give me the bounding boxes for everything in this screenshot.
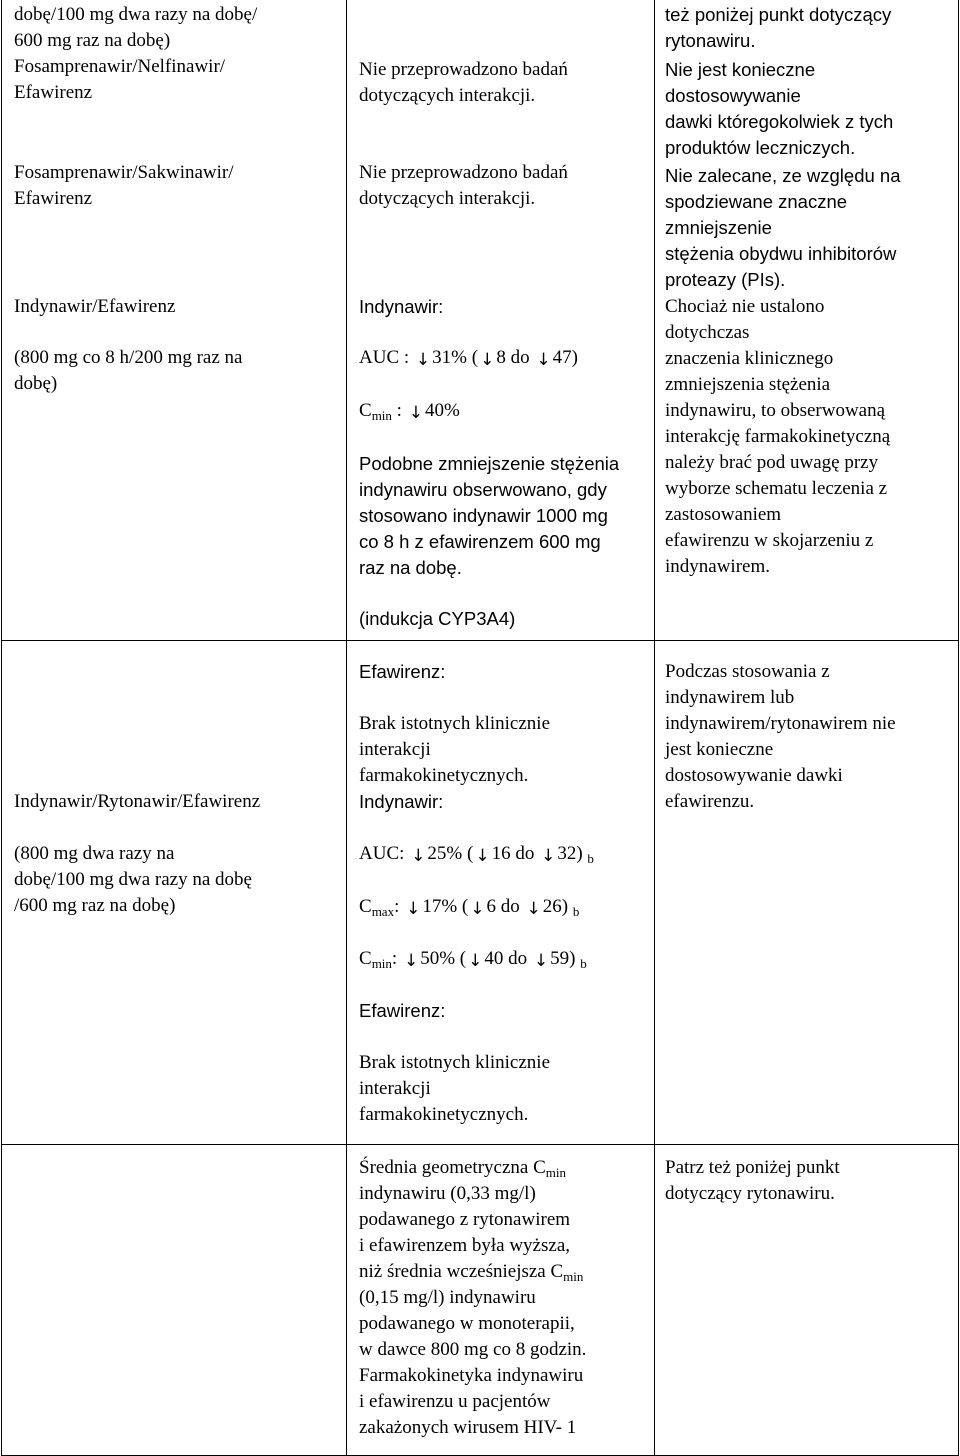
cmax-value: 17% ( (422, 896, 469, 917)
effect-text (359, 1155, 650, 1181)
combination-name: Indynawir/Rytonawir/Efawirenz (14, 791, 261, 812)
recommendation-text: zmniejszenia stężenia (665, 374, 831, 395)
table-row (2, 1145, 959, 1456)
effect-text: Nie przeprowadzono badań (359, 59, 568, 80)
table-row (2, 641, 959, 1145)
recommendation-text: indynawirem lub (665, 687, 795, 708)
effect-text: co 8 h z efawirenzem 600 mg (359, 531, 601, 552)
recommendation-text: efawirenzu w skojarzeniu z (665, 530, 874, 551)
recommendation-text: dotyczący rytonawiru. (665, 1183, 835, 1204)
combination-dose: /600 mg raz na dobę) (14, 895, 176, 916)
effect-text: indynawiru (0,33 mg/l) (359, 1183, 536, 1204)
cmax-label: C (359, 896, 372, 917)
recommendation-text: wyborze schematu leczenia z (665, 478, 888, 499)
auc-range-high: 32) (557, 843, 583, 864)
effect-text: zakażonych wirusem HIV- 1 (359, 1417, 577, 1438)
arrow-down-icon: ↓ (526, 899, 541, 919)
effect-text: stosowano indynawir 1000 mg (359, 505, 608, 526)
dose-continuation: dobę/100 mg dwa razy na dobę/ (14, 4, 258, 25)
auc-value: 25% ( (427, 843, 474, 864)
combination-name: Fosamprenawir/Nelfinawir/ (14, 56, 226, 77)
footnote-marker: b (587, 851, 594, 866)
effect-text: i efawirenzu u pacjentów (359, 1391, 551, 1412)
effect-text: indynawiru obserwowano, gdy (359, 479, 607, 500)
effect-text: farmakokinetycznych. (359, 1104, 529, 1125)
cmin-line (359, 946, 650, 974)
arrow-down-icon: ↓ (415, 350, 431, 370)
arrow-down-icon: ↓ (480, 350, 495, 370)
effect-text: podawanego w monoterapii, (359, 1313, 575, 1334)
effect-text: podawanego z rytonawirem (359, 1209, 571, 1230)
recommendation-text: dotychczas (665, 322, 750, 343)
recommendation-text: efawirenzu. (665, 791, 755, 812)
arrow-down-icon: ↓ (403, 951, 419, 971)
arrow-down-icon: ↓ (536, 350, 551, 370)
effect-text: dotyczących interakcji. (359, 188, 536, 209)
recommendation-text: indynawirem. (665, 556, 771, 577)
cmin-label: C (359, 400, 372, 421)
arrow-down-icon: ↓ (475, 846, 490, 866)
effect-text-part: niż średnia wcześniejsza C (359, 1261, 564, 1282)
recommendation-text: znaczenia klinicznego (665, 348, 834, 369)
auc-range-high: 47) (552, 347, 578, 368)
recommendation-text: stężenia obydwu inhibitorów (665, 243, 897, 264)
cmin-colon: : (391, 948, 398, 969)
drug-combination-cell (2, 641, 347, 1145)
recommendation-text: też poniżej punkt dotyczący (665, 4, 892, 25)
drug-heading: Indynawir: (359, 296, 444, 317)
cmin-line: $C_{min}$ : ↓ 40% (359, 398, 650, 426)
cmax-range-high: 26) (542, 896, 569, 917)
recommendation-text: zmniejszenie (665, 217, 772, 238)
effect-text: raz na dobę. (359, 557, 462, 578)
cmin-range-high: 59) (550, 948, 576, 969)
table-row (2, 0, 959, 641)
effect-text: interakcji (359, 739, 431, 760)
recommendation-text: indynawirem/rytonawirem nie (665, 713, 896, 734)
arrow-down-icon: ↓ (406, 899, 421, 919)
effect-text-part: Średnia geometryczna C (359, 1157, 546, 1178)
combination-dose: dobę) (14, 373, 58, 394)
effect-text: Nie przeprowadzono badań (359, 162, 568, 183)
arrow-down-icon: ↓ (533, 951, 549, 971)
arrow-down-icon: ↓ (541, 846, 556, 866)
combination-name: Indynawir/Efawirenz (14, 296, 176, 317)
recommendation-text: Podczas stosowania z (665, 661, 830, 682)
arrow-down-icon: ↓ (408, 403, 423, 423)
effect-text: farmakokinetycznych. (359, 765, 529, 786)
drug-heading: Efawirenz: (359, 661, 446, 682)
combination-dose: (800 mg co 8 h/200 mg raz na (14, 347, 243, 368)
effect-cell (347, 641, 655, 1145)
effect-text: i efawirenzem była wyższa, (359, 1235, 571, 1256)
auc-range-low: 8 do (496, 347, 530, 368)
drug-heading: Indynawir: (359, 791, 444, 812)
arrow-down-icon: ↓ (411, 846, 426, 866)
recommendation-text: rytonawiru. (665, 30, 756, 51)
recommendation-text: spodziewane znaczne (665, 191, 848, 212)
recommendation-cell (655, 1145, 959, 1456)
cmin-subscript: min (371, 956, 392, 971)
combination-dose: dobę/100 mg dwa razy na dobę (14, 869, 252, 890)
auc-line (359, 345, 650, 373)
cmax-colon: : (394, 896, 400, 917)
cmin-label: C (359, 948, 372, 969)
cmax-range-low: 6 do (486, 896, 520, 917)
effect-text: Farmakokinetyka indynawiru (359, 1365, 584, 1386)
recommendation-cell (655, 0, 959, 641)
effect-text: Podobne zmniejszenie stężenia (359, 453, 620, 474)
combination-name: Efawirenz (14, 188, 93, 209)
cmin-subscript: min (563, 1269, 584, 1284)
interaction-table (1, 0, 959, 1456)
auc-range-low: 16 do (491, 843, 535, 864)
recommendation-text: interakcję farmakokinetyczną (665, 426, 891, 447)
recommendation-text: dawki któregokolwiek z tych (665, 111, 894, 132)
effect-text: interakcji (359, 1078, 431, 1099)
recommendation-text: dostosowywanie dawki (665, 765, 843, 786)
recommendation-text: produktów leczniczych. (665, 137, 856, 158)
cmin-subscript: min (371, 408, 392, 423)
cmax-subscript: max (371, 904, 395, 919)
auc-label: AUC: (359, 843, 405, 864)
drug-heading: Efawirenz: (359, 1000, 446, 1021)
cmax-line (359, 894, 650, 922)
drug-combination-cell (2, 1145, 347, 1456)
arrow-down-icon: ↓ (468, 951, 483, 971)
arrow-down-icon: ↓ (470, 899, 485, 919)
combination-name: Efawirenz (14, 82, 93, 103)
auc-line (359, 841, 650, 869)
recommendation-text: jest konieczne (665, 739, 774, 760)
effect-text: (0,15 mg/l) indynawiru (359, 1287, 536, 1308)
cmin-value: 50% ( (420, 948, 467, 969)
footnote-marker: b (572, 904, 580, 919)
recommendation-text: Nie jest konieczne (665, 59, 816, 80)
effect-text: Brak istotnych klinicznie (359, 1052, 551, 1073)
footnote-marker: b (580, 956, 587, 971)
auc-label: AUC : (359, 347, 410, 368)
dose-continuation: 600 mg raz na dobę) (14, 30, 171, 51)
drug-combination-cell (2, 0, 347, 641)
cmin-value: 40% (424, 400, 460, 421)
recommendation-text: należy brać pod uwagę przy (665, 452, 879, 473)
effect-text: dotyczących interakcji. (359, 85, 536, 106)
mechanism-note: (indukcja CYP3A4) (359, 608, 516, 629)
auc-value: 31% ( (432, 347, 479, 368)
recommendation-text: zastosowaniem (665, 504, 782, 525)
recommendation-text: dostosowywanie (665, 85, 801, 106)
cmin-subscript: min (545, 1165, 566, 1180)
recommendation-text: indynawiru, to obserwowaną (665, 400, 886, 421)
effect-text (359, 1259, 650, 1285)
cmin-range-low: 40 do (484, 948, 528, 969)
recommendation-text: Nie zalecane, ze względu na (665, 165, 901, 186)
recommendation-text: Patrz też poniżej punkt (665, 1157, 840, 1178)
combination-name: Fosamprenawir/Sakwinawir/ (14, 162, 234, 183)
effect-cell (347, 1145, 655, 1456)
effect-text: w dawce 800 mg co 8 godzin. (359, 1339, 587, 1360)
effect-cell (347, 0, 655, 641)
effect-text: Brak istotnych klinicznie (359, 713, 551, 734)
recommendation-text: Chociaż nie ustalono (665, 296, 825, 317)
recommendation-text: proteazy (PIs). (665, 269, 786, 290)
recommendation-cell (655, 641, 959, 1145)
combination-dose: (800 mg dwa razy na (14, 843, 175, 864)
